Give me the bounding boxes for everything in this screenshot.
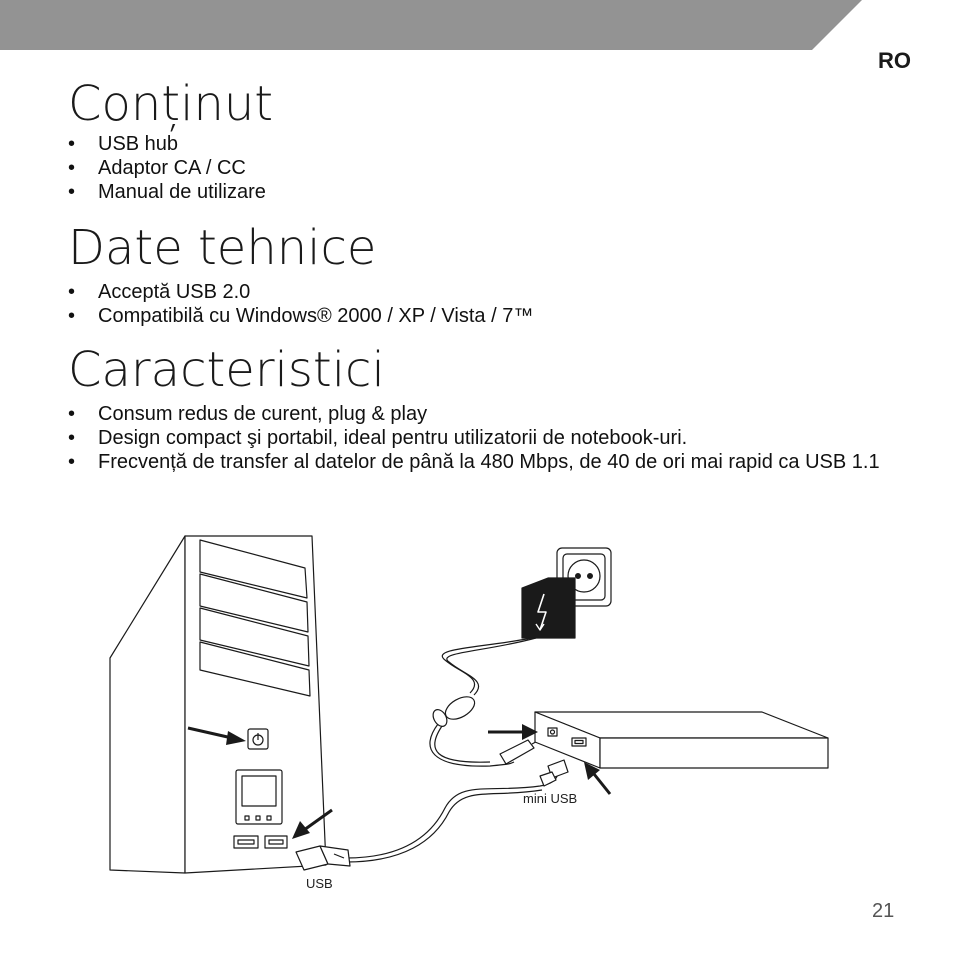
list-item: • Compatibilă cu Windows® 2000 / XP / Vista / 7™	[68, 304, 898, 328]
label-usb: USB	[306, 876, 333, 891]
usb-hub-illustration	[535, 712, 828, 768]
list-item: • Acceptă USB 2.0	[68, 280, 898, 304]
list-item: • USB hub	[68, 132, 898, 156]
pc-tower-illustration	[110, 536, 326, 873]
list-item: • Adaptor CA / CC	[68, 156, 898, 180]
page-number: 21	[872, 900, 895, 922]
arrow-hub-dc-input	[488, 724, 538, 740]
section-title-features: Caracteristici	[68, 342, 385, 398]
section-title-specifications: Date tehnice	[68, 220, 377, 276]
features-list	[68, 402, 898, 474]
list-item: • Manual de utilizare	[68, 180, 898, 204]
list-item: • Design compact şi portabil, ideal pentru utilizatorii de notebook-uri.	[68, 426, 898, 450]
section-title-contents: Conținut	[68, 76, 274, 132]
ac-adapter-illustration	[522, 578, 575, 638]
list-item: • Frecvență de transfer al datelor de până la 480 Mbps, de 40 de ori mai rapid ca USB 1.1	[68, 450, 898, 474]
header-banner	[0, 0, 954, 50]
label-mini-usb: mini USB	[523, 791, 578, 806]
connection-diagram	[100, 528, 840, 900]
language-code: RO	[878, 48, 911, 73]
contents-list	[68, 132, 898, 204]
list-item: • Consum redus de curent, plug & play	[68, 402, 898, 426]
specifications-list	[68, 280, 898, 328]
